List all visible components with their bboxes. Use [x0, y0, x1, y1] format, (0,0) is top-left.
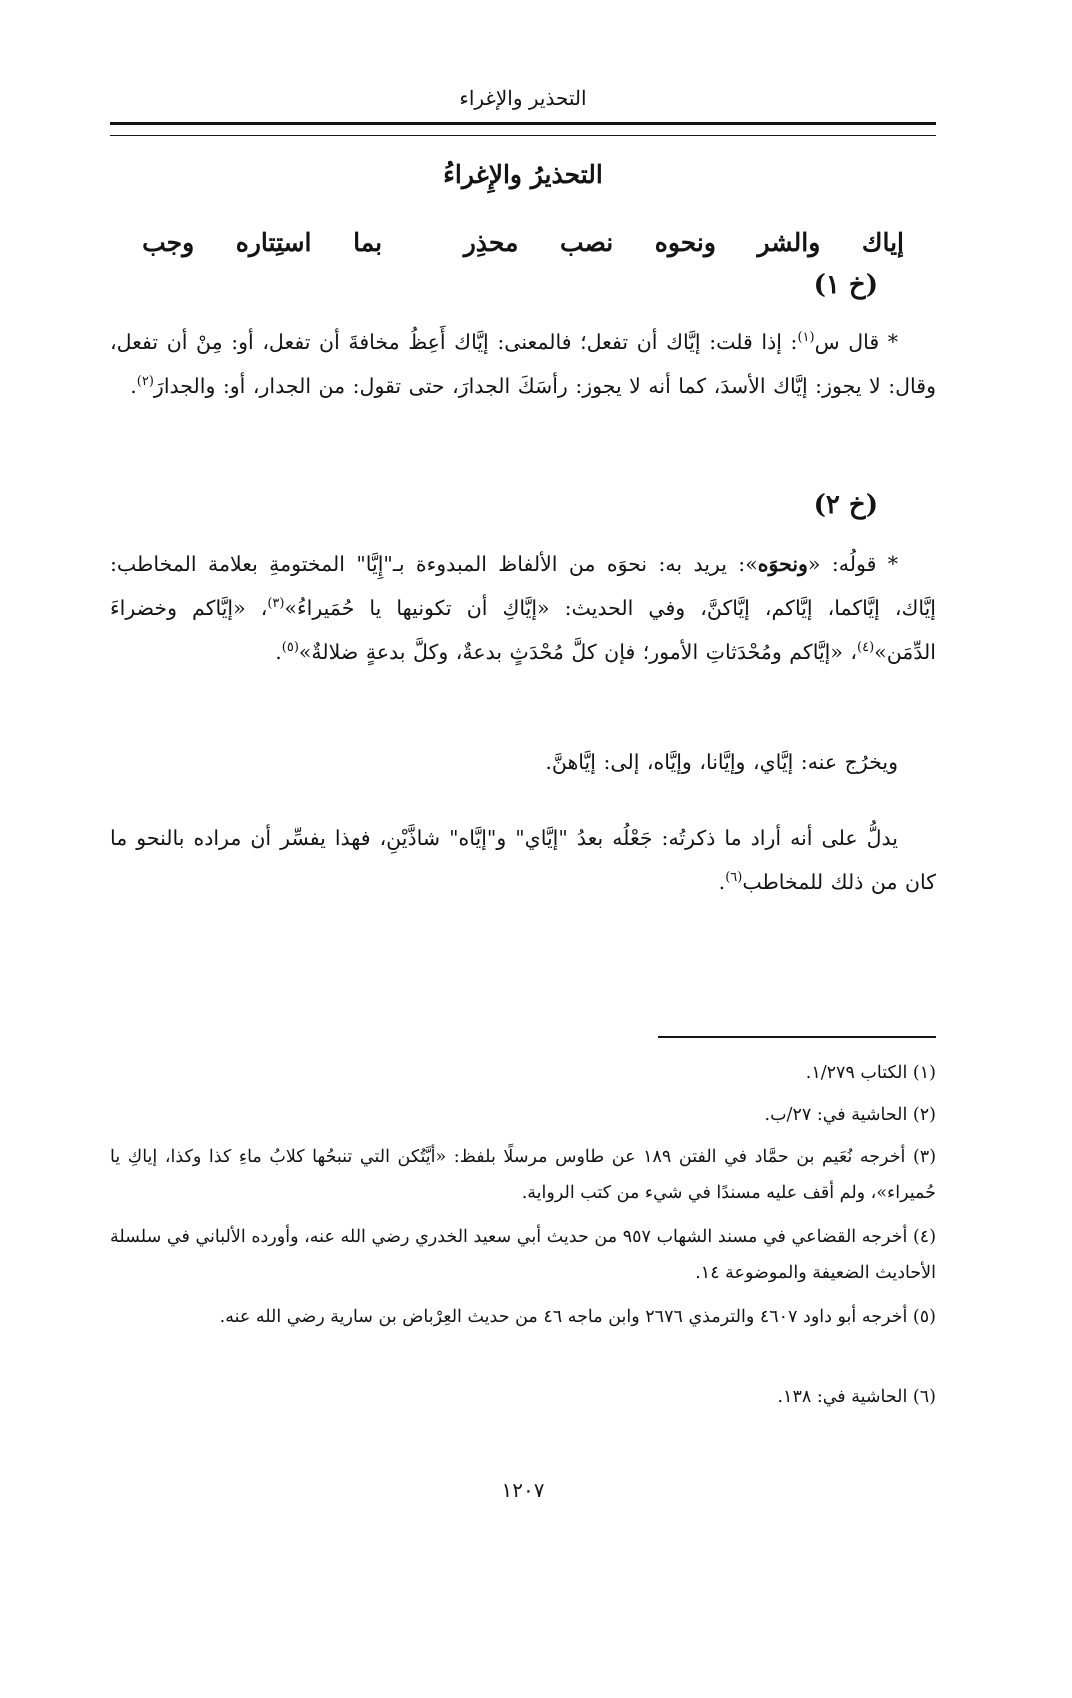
footnote-separator: [658, 1036, 936, 1038]
paragraph-text: ، «إيَّاكم وخضراءَ الدِّمَن»: [110, 596, 936, 664]
paragraph-text: »: يريد به: نحوَه من الألفاظ المبدوءة بـ"إِيَّا" المختومةِ بعلامة المخاطب: إيَّاك، إيَّاكما، إيَّاكم، إيَّاكنَّ، وفي الحديث: «إيَّاكِ أن تكونيها يا حُمَيراءُ»: [110, 552, 936, 620]
paragraph-text: .: [718, 870, 726, 894]
block-label-2: (خ ٢): [813, 490, 878, 520]
book-page: [110, 0, 936, 1698]
header-rule-thin: [110, 135, 936, 136]
page-number: ١٢٠٧: [501, 1478, 545, 1502]
footnote-1: (١) الكتاب ١/٢٧٩.: [805, 1063, 936, 1083]
footnote-ref[interactable]: (٤): [857, 640, 875, 656]
paragraph-text: .: [130, 374, 137, 398]
verse-word: إياك: [861, 228, 904, 257]
verse-word: محذِر: [463, 228, 519, 257]
paragraph-text: : إذا قلت: إيَّاك أن تفعل؛ فالمعنى: إيَّاك أَعِظُ مخافةَ أن تفعل، أو: مِنْ أن تفعل، وقال: لا يجوز: إيَّاك الأسدَ، كما أنه لا يجوز: رأسَكَ الجدارَ، حتى تقول: من الجدار، أو: والجدارَ: [110, 330, 936, 398]
header-rule-thick: [110, 122, 936, 125]
footnote-ref[interactable]: (٣): [267, 596, 285, 612]
footnote-3: (٣) أخرجه نُعَيم بن حمَّاد في الفتن ١٨٩ عن طاوس مرسلًا بلفظ: «أيَّتُكن التي تنبحُها كلابُ ماءِ كذا وكذا، إياكِ يا حُميراء»، ولم أقف عليه مسندًا في شيء من كتب الرواية.: [110, 1147, 937, 1203]
paragraph-text: * قولُه: «: [807, 552, 898, 576]
paragraph-text: .: [275, 640, 282, 664]
footnote-ref[interactable]: (٥): [281, 640, 299, 656]
paragraph-2: [110, 542, 936, 674]
verse-word: ونحوه: [654, 228, 716, 257]
footnote-ref[interactable]: (١): [797, 330, 815, 346]
footnote-ref[interactable]: (٢): [136, 374, 154, 390]
paragraph-text: * قال س: [814, 330, 898, 354]
verse-word: نصب: [560, 228, 614, 257]
footnote-4: (٤) أخرجه القضاعي في مسند الشهاب ٩٥٧ من حديث أبي سعيد الخدري رضي الله عنه، وأورده الألباني في سلسلة الأحاديث الضعيفة والموضوعة ١٤.: [110, 1227, 937, 1283]
running-header: التحذير والإغراء: [459, 86, 587, 110]
quoted-term: ونحوَه: [757, 552, 808, 576]
paragraph-text: ، «إيَّاكم ومُحْدَثاتِ الأمور؛ فإن كلَّ مُحْدَثٍ بدعةٌ، وكلَّ بدعةٍ ضلالةٌ»: [298, 640, 858, 664]
verse-word: والشر: [757, 228, 821, 257]
paragraph-3: ويخرُج عنه: إيَّاي، وإيَّانا، وإيَّاه، إلى: إيَّاهنَّ.: [545, 750, 898, 774]
paragraph-1: [110, 320, 936, 408]
section-title: التحذيرُ والإِغراءُ: [443, 160, 603, 189]
paragraph-text: يدلُّ على أنه أراد ما ذكرتُه: جَعْلُه بعدُ "إيَّاي" و"إيَّاه" شاذَّيْنِ، فهذا يفسِّر أن مراده بالنحو ما كان من ذلك للمخاطب: [110, 826, 936, 894]
block-label-1: (خ ١): [813, 270, 878, 300]
footnote-2: (٢) الحاشية في: ٢٧/ب.: [764, 1105, 936, 1125]
verse-word: بما: [353, 228, 383, 257]
verse-word: وجب: [142, 228, 195, 257]
verse-line: [142, 228, 904, 257]
verse-word: استِتاره: [235, 228, 312, 257]
footnote-6: (٦) الحاشية في: ١٣٨.: [777, 1387, 936, 1407]
footnote-ref[interactable]: (٦): [725, 870, 743, 886]
footnote-5: (٥) أخرجه أبو داود ٤٦٠٧ والترمذي ٢٦٧٦ وابن ماجه ٤٦ من حديث العِرْباض بن سارية رضي الله عنه.: [219, 1307, 936, 1327]
paragraph-4: [110, 816, 936, 904]
